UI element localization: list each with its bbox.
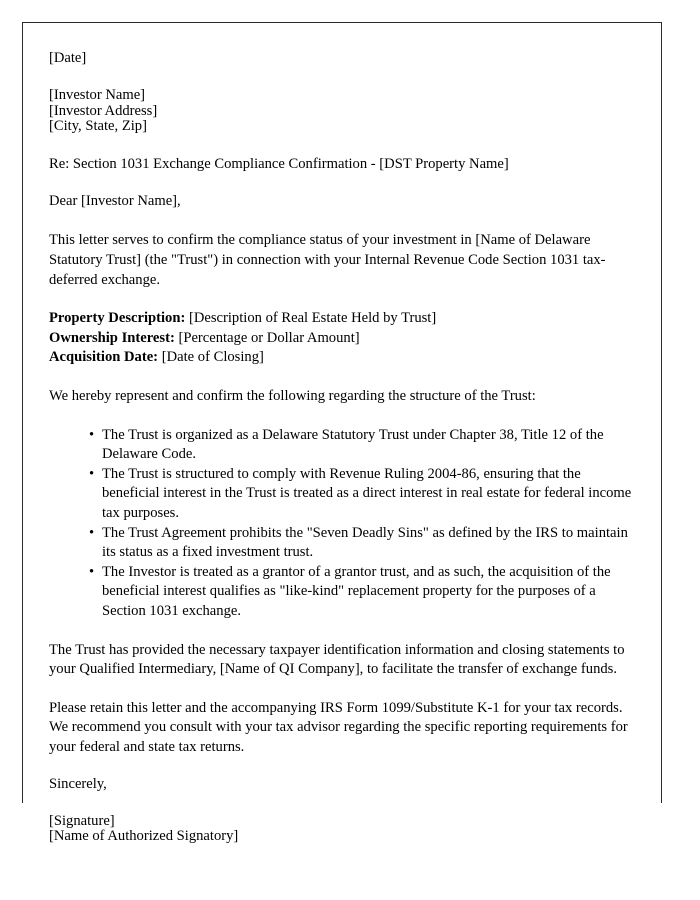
signature-placeholder: [Signature]	[49, 812, 115, 829]
detail-value: [Description of Real Estate Held by Trust]	[188, 310, 437, 327]
signature-block	[49, 814, 639, 845]
signatory-name: [Name of Authorized Signatory]	[49, 828, 239, 845]
spacer	[49, 172, 639, 194]
representation-list	[49, 426, 639, 622]
detail-acquisition-date	[49, 348, 639, 368]
detail-value: [Date of Closing]	[161, 349, 264, 366]
list-item: • The Trust is organized as a Delaware Statutory Trust under Chapter 38, Title 12 of the Delaware Code.	[89, 426, 639, 465]
subject-line: Re: Section 1031 Exchange Compliance Confirmation - [DST Property Name]	[49, 155, 509, 172]
recipient-address-block	[49, 88, 639, 134]
spacer	[49, 290, 639, 309]
spacer	[49, 135, 639, 157]
detail-value: [Percentage or Dollar Amount]	[178, 329, 360, 346]
detail-ownership-interest	[49, 329, 639, 349]
date-line: [Date]	[49, 50, 87, 66]
representation-intro: We hereby represent and confirm the following regarding the structure of the Trust:	[49, 388, 536, 404]
detail-label: Acquisition Date:	[49, 349, 159, 366]
recipient-city-state-zip: [City, State, Zip]	[49, 118, 147, 135]
recipient-name: [Investor Name]	[49, 87, 146, 104]
spacer	[49, 368, 639, 387]
tax-records-paragraph: Please retain this letter and the accompanying IRS Form 1099/Substitute K-1 for your tax records. We recommend you consult with your tax advisor regarding the specific reporting requirements for your federal and state tax returns.	[49, 699, 628, 755]
detail-property-description	[49, 309, 639, 329]
spacer	[49, 66, 639, 88]
qualified-intermediary-paragraph: The Trust has provided the necessary taxpayer identification information and closing statements to your Qualified Intermediary, [Name of QI Company], to facilitate the transfer of exchange funds.	[49, 641, 625, 678]
spacer	[49, 622, 639, 641]
signoff: Sincerely,	[49, 775, 107, 792]
list-item: • The Trust Agreement prohibits the "Seven Deadly Sins" as defined by the IRS to maintain its status as a fixed investment trust.	[89, 524, 639, 563]
salutation: Dear [Investor Name],	[49, 193, 181, 210]
spacer	[49, 407, 639, 426]
opening-paragraph: This letter serves to confirm the compliance status of your investment in [Name of Delaware Statutory Trust] (the "Trust") in connection with your Internal Revenue Code Section 1031 tax-deferred exchange.	[49, 232, 606, 288]
spacer	[49, 758, 639, 777]
list-item: • The Trust is structured to comply with Revenue Ruling 2004-86, ensuring that the beneficial interest in the Trust is treated as a direct interest in real estate for federal income tax purposes.	[89, 465, 639, 524]
spacer	[49, 792, 639, 814]
spacer	[49, 209, 639, 231]
detail-label: Ownership Interest:	[49, 329, 175, 346]
spacer	[49, 680, 639, 699]
document-page	[22, 22, 662, 845]
detail-label: Property Description:	[49, 310, 186, 327]
list-item: • The Investor is treated as a grantor of a grantor trust, and as such, the acquisition of the beneficial interest qualifies as "like-kind" replacement property for the purposes of a Section 1031 exchange.	[89, 563, 639, 622]
property-details-block	[49, 309, 639, 368]
recipient-address: [Investor Address]	[49, 102, 158, 119]
letter-body	[23, 23, 661, 845]
